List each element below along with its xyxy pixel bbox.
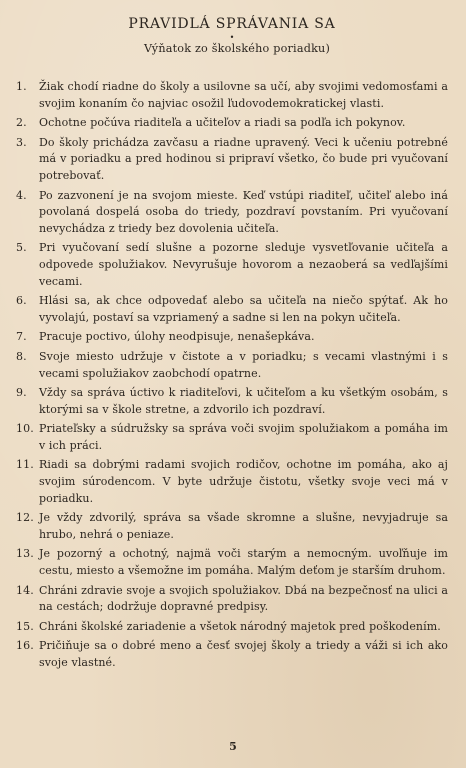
rule-item-12	[16, 510, 448, 543]
rule-item-14	[16, 583, 448, 616]
rule-item-16	[16, 638, 448, 671]
rule-item-10	[16, 421, 448, 454]
ornament-dot: •	[229, 33, 235, 42]
rule-text: Pracuje poctivo, úlohy neodpisuje, nenašepkáva.	[39, 330, 315, 344]
rule-number: 7.	[16, 330, 27, 344]
rule-number: 6.	[16, 294, 27, 308]
rule-number: 13.	[16, 547, 34, 561]
rule-number: 12.	[16, 511, 34, 525]
rule-number: 2.	[16, 116, 27, 130]
rule-text: Pričiňuje sa o dobré meno a česť svojej školy a triedy a váži si ich ako svoje vlastné.	[39, 639, 448, 669]
page-title: PRAVIDLÁ SPRÁVANIA SA	[128, 16, 336, 32]
rule-item-3	[16, 135, 448, 185]
page-number: 5	[229, 740, 237, 753]
rule-text: Chráni školské zariadenie a všetok národný majetok pred poškodením.	[39, 619, 441, 633]
rule-text: Svoje miesto udržuje v čistote a v poriadku; s vecami vlastnými i s vecami spolužiakov zaobchodí opatrne.	[39, 349, 448, 380]
rule-item-4	[16, 188, 448, 238]
rule-item-2	[16, 115, 448, 132]
rule-number: 5.	[16, 241, 27, 255]
rule-item-8	[16, 349, 448, 382]
rule-number: 3.	[16, 135, 27, 149]
rule-number: 9.	[16, 386, 27, 400]
rule-text: Chráni zdravie svoje a svojich spolužiakov. Dbá na bezpečnosť na ulici a na cestách; dodržuje dopravné predpisy.	[39, 583, 448, 614]
rule-number: 1.	[16, 80, 27, 93]
rule-text: Riadi sa dobrými radami svojich rodičov, ochotne im pomáha, ako aj svojim súrodencom. V byte udržuje čistotu, všetky svoje veci má v poriadku.	[39, 458, 448, 505]
rule-number: 14.	[16, 583, 34, 597]
rule-text: Po zazvonení je na svojom mieste. Keď vstúpi riaditeľ, učiteľ alebo iná povolaná dospelá osoba do triedy, pozdraví povstaním. Pri vyučovaní nevychádza z triedy bez dovolenia učiteľa.	[39, 188, 448, 235]
rule-item-13	[16, 546, 448, 579]
rule-text: Žiak chodí riadne do školy a usilovne sa učí, aby svojimi vedomosťami a svojim konaním čo najviac osožil ľudovodemokratickej vlasti.	[39, 80, 448, 110]
rule-text: Ochotne počúva riaditeľa a učiteľov a riadi sa podľa ich pokynov.	[39, 116, 406, 130]
rule-number: 16.	[16, 639, 34, 653]
rule-number: 8.	[16, 349, 27, 363]
rule-item-15	[16, 619, 448, 636]
rule-number: 15.	[16, 619, 34, 633]
rule-text: Je vždy zdvorilý, správa sa všade skromne a slušne, nevyjadruje sa hrubo, nehrá o peniaze.	[39, 511, 448, 541]
rule-text: Je pozorný a ochotný, najmä voči starým a nemocným. uvoľňuje im cestu, miesto a všemožne im pomáha. Malým deťom je starším druhom.	[39, 547, 448, 578]
rule-item-6	[16, 293, 448, 326]
rule-number: 4.	[16, 188, 27, 202]
page-subtitle: Výňatok zo školského poriadku)	[143, 42, 331, 55]
rule-item-7	[16, 329, 448, 346]
rule-item-11	[16, 457, 448, 507]
rule-item-9	[16, 385, 448, 418]
rule-text: Pri vyučovaní sedí slušne a pozorne sleduje vysvetľovanie učiteľa a odpovede spolužiakov. Nevyrušuje hovorom a nezaoberá sa vedľajšími vecami.	[39, 241, 448, 288]
rule-text: Priateľsky a súdružsky sa správa voči svojim spolužiakom a pomáha im v ich práci.	[39, 422, 448, 452]
rule-item-5	[16, 240, 448, 290]
rule-item-1	[16, 79, 448, 112]
rule-text: Do školy prichádza zavčasu a riadne upravený. Veci k učeniu potrebné má v poriadku a pred hodinou si pripraví všetko, čo bude pri vyučovaní potrebovať.	[39, 135, 448, 182]
rule-number: 10.	[16, 422, 34, 436]
rule-text: Vždy sa správa úctivo k riaditeľovi, k učiteľom a ku všetkým osobám, s ktorými sa v škole stretne, a zdvorilo ich pozdraví.	[39, 386, 448, 416]
rule-text: Hlási sa, ak chce odpovedať alebo sa učiteľa na niečo spýtať. Ak ho vyvolajú, postaví sa vzpriamený a sadne si len na pokyn učiteľa.	[39, 294, 448, 324]
rules-list	[16, 79, 448, 672]
rule-number: 11.	[16, 458, 34, 472]
